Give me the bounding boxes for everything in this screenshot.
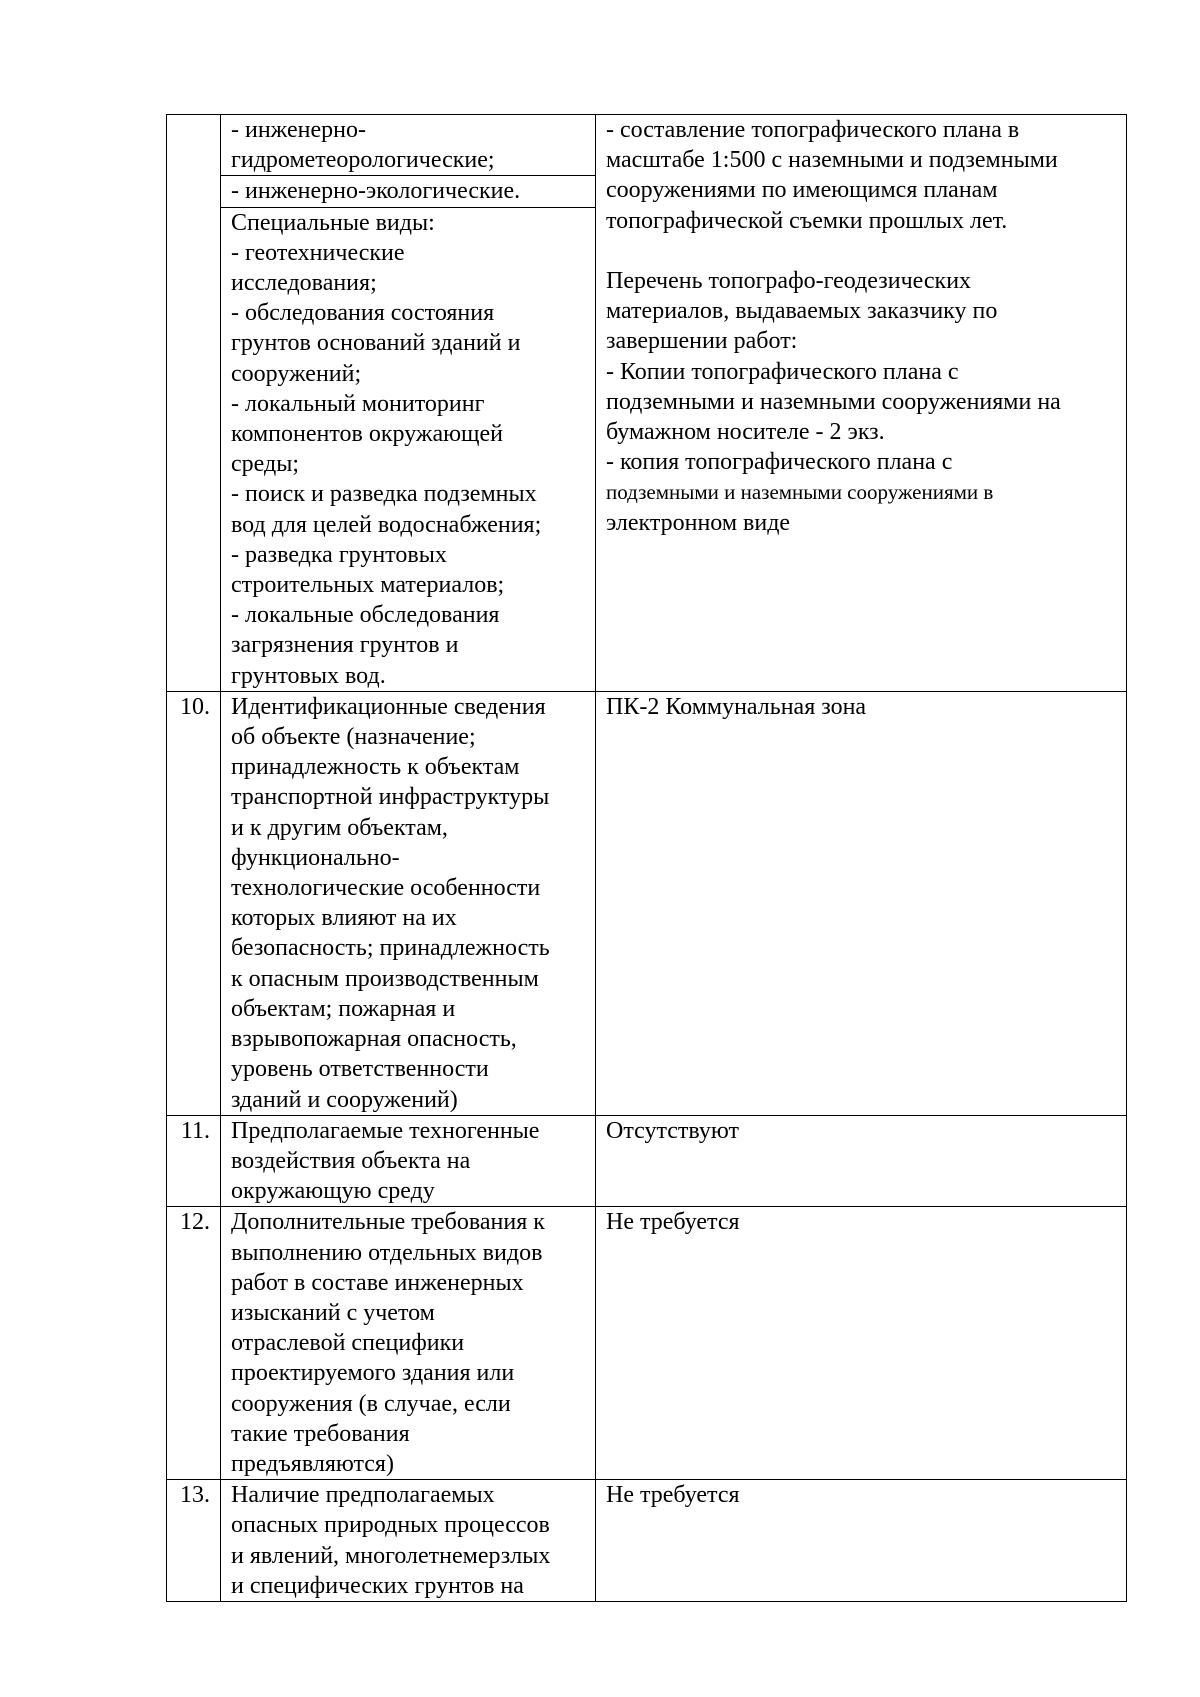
text-line: транспортной инфраструктуры [231,784,550,811]
text-line: взрывопожарная опасность, [231,1026,517,1053]
row-number-cell [167,115,221,692]
text-line: - составление топографического плана в [606,117,1020,143]
text-line: - локальные обследования [231,602,500,629]
text-line: об объекте (назначение; [231,724,476,751]
text-line: уровень ответственности [231,1056,489,1083]
table-row [167,1207,1127,1480]
text-line: технологические особенности [231,875,541,902]
text-line: материалов, выдаваемых заказчику по [606,298,998,325]
text-line: проектируемого здания или [231,1360,515,1387]
subtable-cell [221,176,595,207]
text-line: Специальные виды: [231,209,435,236]
text-line: Дополнительные требования к [231,1209,545,1236]
text-line: Отсутствуют [606,1117,739,1144]
text-line: Перечень топографо-геодезических [606,268,972,294]
text-line: сооружениями по имеющимся планам [606,177,998,204]
text-line: - инженерно-экологические. [231,178,521,205]
text-line: масштабе 1:500 с наземными и подземными [606,147,1058,174]
subtable-row [221,207,595,691]
text-line: Предполагаемые техногенные [231,1117,540,1144]
survey-types-subtable [221,115,595,691]
subtable-cell [221,207,595,691]
row-value-cell [596,1480,1127,1602]
text-line: среды; [231,451,299,478]
text-line: предъявляются) [231,1450,394,1477]
row-name-cell [221,1115,596,1207]
text-line: электронном виде [606,509,791,536]
blank-line [606,236,1120,266]
text-line: зданий и сооружений) [231,1086,458,1113]
text-line: - копия топографического плана с [606,449,953,476]
text-line: Не требуется [606,1482,740,1509]
text-line: ПК-2 Коммунальная зона [606,693,867,720]
subtable-row [221,176,595,207]
text-line: к опасным производственным [231,965,539,992]
row-name-cell [221,1207,596,1480]
text-line: гидрометеорологические; [231,147,495,174]
text-line: вод для целей водоснабжения; [231,511,542,538]
text-line: компонентов окружающей [231,421,504,448]
table-row [167,691,1127,1115]
text-line: подземными и наземными сооружениями на [606,388,1061,415]
text-line: строительных материалов; [231,572,505,599]
text-line: - локальный мониторинг [231,390,485,417]
row-name-cell [221,115,596,692]
row-number-cell: 13. [167,1480,221,1602]
text-line: - обследования состояния [231,300,495,327]
text-line: загрязнения грунтов и [231,632,459,659]
row-value-cell [596,115,1127,692]
table-row-continuation [167,115,1127,692]
text-line: объектам; пожарная и [231,995,456,1022]
row-number-cell: 10. [167,691,221,1115]
text-line: завершении работ: [606,328,798,355]
text-line: сооружения (в случае, если [231,1390,511,1417]
table-row [167,1115,1127,1207]
text-line: которых влияют на их [231,905,457,932]
text-line: - поиск и разведка подземных [231,481,537,508]
text-line: грунтов оснований зданий и [231,330,521,357]
text-line: выполнению отдельных видов [231,1239,543,1266]
text-line: и явлений, многолетнемерзлых [231,1542,551,1569]
text-line: бумажном носителе - 2 экз. [606,419,885,446]
requirements-table [166,114,1127,1602]
text-line: грунтовых вод. [231,662,386,689]
text-line: и специфических грунтов на [231,1572,524,1599]
row-value-cell [596,1207,1127,1480]
text-line: воздействия объекта на [231,1147,471,1174]
table-body [167,115,1127,1602]
text-line: работ в составе инженерных [231,1269,524,1296]
text-line: опасных природных процессов [231,1512,550,1539]
text-line: принадлежность к объектам [231,754,520,781]
text-line: сооружений; [231,360,362,387]
text-line: такие требования [231,1420,410,1447]
text-line: изысканий с учетом [231,1299,435,1326]
text-line: отраслевой специфики [231,1330,465,1357]
row-number-cell: 12. [167,1207,221,1480]
text-line: Наличие предполагаемых [231,1482,495,1509]
text-line: - разведка грунтовых [231,541,447,568]
text-line: безопасность; принадлежность [231,935,550,962]
text-line: топографической съемки прошлых лет. [606,207,1008,234]
text-line: функционально- [231,844,400,871]
text-line: и к другим объектам, [231,814,448,841]
table-row [167,1480,1127,1602]
row-value-cell [596,691,1127,1115]
text-line: Идентификационные сведения [231,693,546,720]
text-line: исследования; [231,270,377,297]
text-line: - Копии топографического плана с [606,358,959,385]
row-name-cell [221,691,596,1115]
row-value-cell [596,1115,1127,1207]
text-line: Не требуется [606,1209,740,1236]
text-line: - геотехнические [231,239,405,266]
subtable-row [221,115,595,176]
text-line: - инженерно- [231,117,366,143]
row-number-cell: 11. [167,1115,221,1207]
subtable-cell [221,115,595,176]
text-line: подземными и наземными сооружениями в [606,480,994,505]
row-name-cell [221,1480,596,1602]
text-line: окружающую среду [231,1178,435,1205]
